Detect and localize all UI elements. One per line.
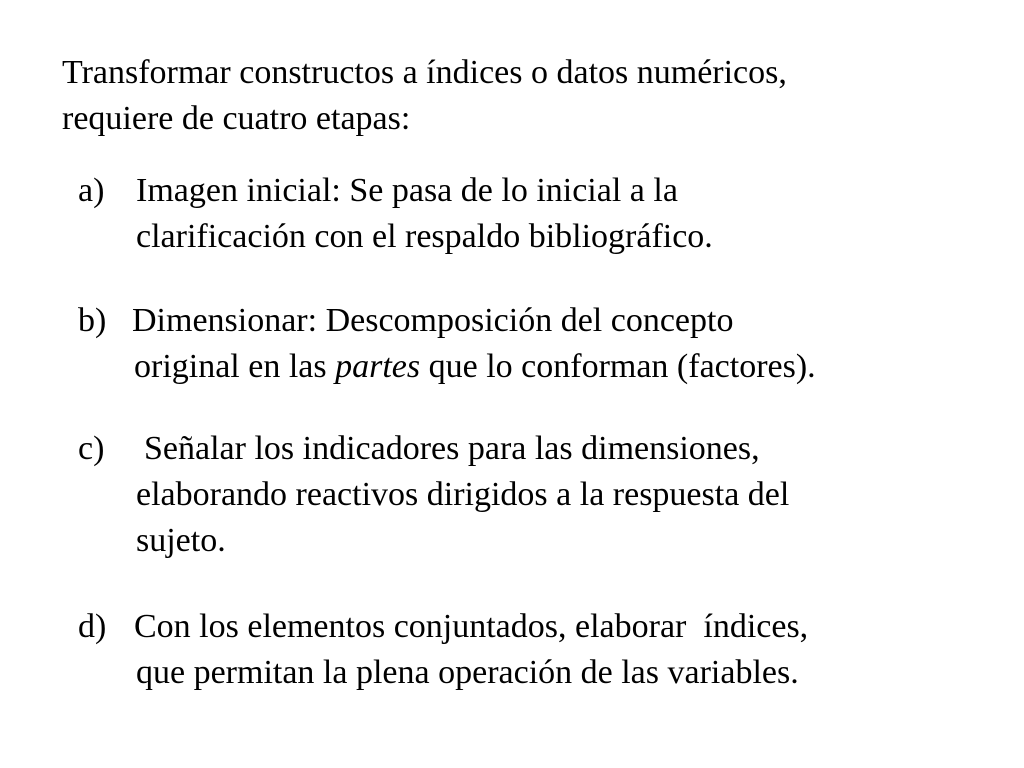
list-marker-b: b) <box>78 302 107 339</box>
list-item-a <box>78 168 978 260</box>
list-item-a-text <box>136 168 978 260</box>
list-item-b-text <box>134 298 978 390</box>
list-marker-c: c) <box>78 430 105 467</box>
list-item-a-line-2: clarificación con el respaldo bibliográfico. <box>136 218 713 255</box>
list-item-c-line-3: sujeto. <box>136 522 226 559</box>
list-item-b <box>78 298 978 390</box>
intro-line-2: requiere de cuatro etapas: <box>62 100 411 137</box>
list-item-b-line-1: Dimensionar: Descomposición del concepto <box>132 302 734 339</box>
list-marker-a: a) <box>78 172 105 209</box>
list-item-d-line-2: que permitan la plena operación de las variables. <box>136 654 799 691</box>
list-item-c-text <box>136 426 978 564</box>
intro-paragraph <box>62 50 982 142</box>
intro-line-1: Transformar constructos a índices o datos numéricos, <box>62 54 787 91</box>
list-item-b-line-2-before: original en las <box>134 348 336 385</box>
list-item-d <box>78 604 978 696</box>
list-item-a-line-1: Imagen inicial: Se pasa de lo inicial a la <box>136 172 678 209</box>
list-item-c <box>78 426 978 564</box>
list-item-b-italic-word: partes <box>335 348 421 385</box>
list-item-d-line-1: Con los elementos conjuntados, elaborar índices, <box>134 608 809 645</box>
list-item-d-text <box>136 604 978 696</box>
list-item-b-line-2-after: que lo conforman (factores). <box>420 348 816 385</box>
list-item-c-line-1: Señalar los indicadores para las dimensiones, <box>144 430 760 467</box>
list-marker-d: d) <box>78 608 107 645</box>
list-item-b-line-2 <box>134 344 978 390</box>
list-item-c-line-2: elaborando reactivos dirigidos a la respuesta del <box>136 476 790 513</box>
